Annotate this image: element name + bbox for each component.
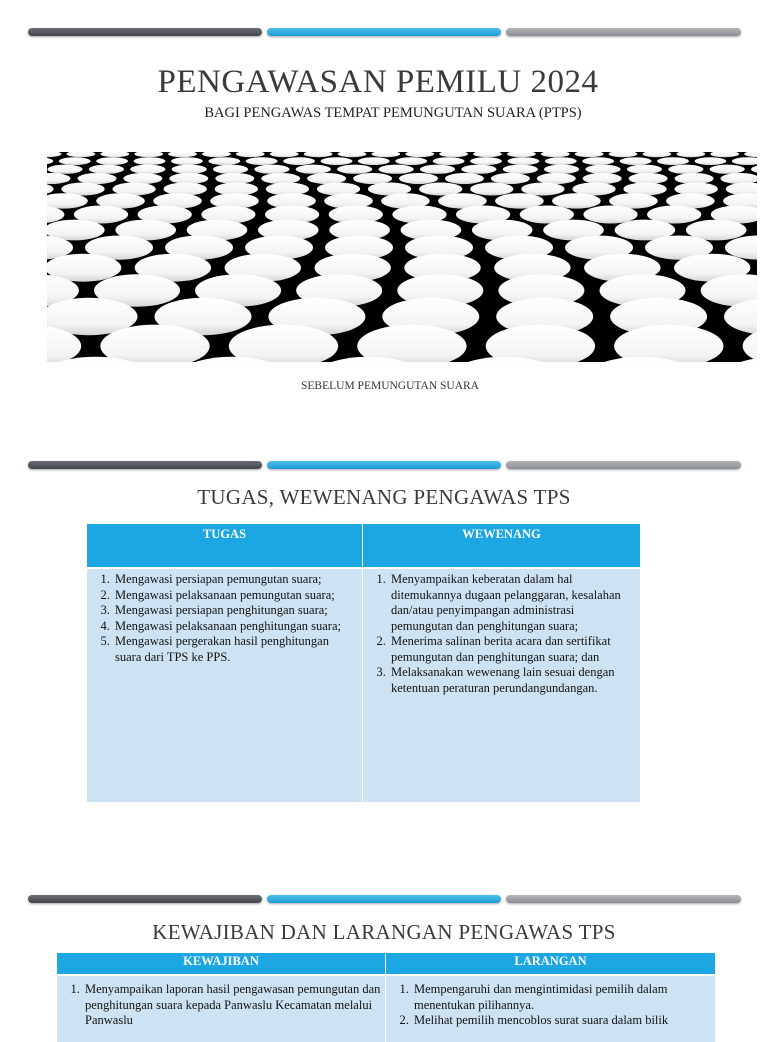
bar-blue xyxy=(267,461,501,469)
disc xyxy=(541,152,570,157)
disc xyxy=(751,165,757,174)
hero-image xyxy=(47,152,757,362)
slide-cover xyxy=(0,28,768,428)
disc xyxy=(627,165,662,174)
disc xyxy=(695,157,727,165)
disc xyxy=(168,152,197,157)
disc xyxy=(583,206,637,224)
disc xyxy=(78,173,117,184)
bar-gray xyxy=(506,28,741,36)
disc xyxy=(59,157,91,165)
header-tugas: TUGAS xyxy=(87,524,363,569)
list-item: 2. Menerima salinan berita acara dan sertifikat pemungutan dan penghitungan suara; dan xyxy=(389,634,636,665)
kewajiban-larangan-table xyxy=(57,953,715,1042)
disc xyxy=(537,173,576,184)
disc xyxy=(395,157,427,165)
disc xyxy=(270,152,299,157)
disc xyxy=(321,157,353,165)
list-item: 2. Melihat pemilih mencoblos surat suara dalam bilik xyxy=(412,1013,711,1029)
disc xyxy=(172,165,207,174)
disc xyxy=(96,157,128,165)
disc xyxy=(643,152,672,157)
disc xyxy=(89,165,124,174)
disc xyxy=(100,152,129,157)
disc xyxy=(208,157,240,165)
bar-blue xyxy=(267,895,501,903)
slide-tugas-wewenang xyxy=(0,461,768,841)
wewenang-list xyxy=(365,572,636,696)
white-discs-pattern xyxy=(47,152,757,362)
slide-title: KEWAJIBAN DAN LARANGAN PENGAWAS TPS xyxy=(152,920,616,944)
disc xyxy=(134,152,163,157)
cell-tugas xyxy=(87,569,363,802)
disc xyxy=(47,183,54,196)
disc xyxy=(420,165,455,174)
tugas-list xyxy=(89,572,358,665)
list-item: 3. Mengawasi persiapan penghitungan suara; xyxy=(113,603,358,619)
disc xyxy=(67,152,96,157)
kewajiban-list xyxy=(59,982,381,1029)
bar-gray xyxy=(506,461,741,469)
list-item: 1. Mempengaruhi dan mengintimidasi pemilih dalam menentukan pilihannya. xyxy=(412,982,711,1013)
bar-dark xyxy=(28,461,262,469)
disc xyxy=(521,183,564,196)
disc xyxy=(307,173,346,184)
bar-gray xyxy=(506,895,741,903)
decorative-bars xyxy=(28,28,741,36)
list-item: 1. Mengawasi persiapan pemungutan suara; xyxy=(113,572,358,588)
disc xyxy=(744,152,757,157)
disc xyxy=(461,165,496,174)
header-larangan: LARANGAN xyxy=(386,953,715,976)
slide-title: TUGAS, WEWENANG PENGAWAS TPS xyxy=(197,485,571,509)
disc xyxy=(215,173,254,184)
disc xyxy=(503,165,538,174)
disc xyxy=(358,157,390,165)
header-wewenang: WEWENANG xyxy=(363,524,640,569)
disc xyxy=(439,152,468,157)
disc xyxy=(379,165,414,174)
disc xyxy=(246,157,278,165)
disc xyxy=(552,193,601,208)
disc xyxy=(491,173,530,184)
disc xyxy=(254,165,289,174)
disc xyxy=(123,173,162,184)
disc xyxy=(47,173,71,184)
list-item: 5. Mengawasi pergerakan hasil penghitungan suara dari TPS ke PPS. xyxy=(113,634,358,665)
disc xyxy=(721,173,758,184)
disc xyxy=(732,157,757,165)
disc xyxy=(169,173,208,184)
bar-dark xyxy=(28,895,262,903)
disc xyxy=(399,173,438,184)
disc xyxy=(353,173,392,184)
list-item: 3. Melaksanakan wewenang lain sesuai dengan ketentuan peraturan perundangundangan. xyxy=(389,665,636,696)
disc xyxy=(473,152,502,157)
disc xyxy=(47,152,61,157)
list-item: 2. Mengawasi pelaksanaan pemungutan suara; xyxy=(113,588,358,604)
disc xyxy=(675,173,714,184)
disc xyxy=(47,193,88,208)
disc xyxy=(405,152,434,157)
disc xyxy=(47,157,53,165)
disc xyxy=(508,157,540,165)
disc xyxy=(134,157,166,165)
disc xyxy=(445,173,484,184)
disc xyxy=(575,152,604,157)
disc xyxy=(620,157,652,165)
decorative-bars xyxy=(28,461,741,469)
disc xyxy=(236,152,265,157)
larangan-list xyxy=(388,982,711,1029)
cell-kewajiban xyxy=(57,976,386,1042)
bar-dark xyxy=(28,28,262,36)
disc xyxy=(337,165,372,174)
disc xyxy=(304,152,333,157)
list-item: 4. Mengawasi pelaksanaan penghitungan suara; xyxy=(113,619,358,635)
disc xyxy=(545,157,577,165)
bar-blue xyxy=(267,28,501,36)
disc xyxy=(583,173,622,184)
disc xyxy=(283,157,315,165)
disc xyxy=(261,173,300,184)
disc xyxy=(47,165,82,174)
disc xyxy=(202,152,231,157)
disc xyxy=(213,165,248,174)
disc xyxy=(668,165,703,174)
cover-caption: SEBELUM PEMUNGUTAN SUARA xyxy=(301,380,479,392)
disc xyxy=(371,152,400,157)
disc xyxy=(710,152,739,157)
disc xyxy=(609,152,638,157)
disc xyxy=(171,157,203,165)
cell-wewenang xyxy=(363,569,640,802)
disc xyxy=(676,152,705,157)
disc xyxy=(507,152,536,157)
slide-kewajiban-larangan xyxy=(0,895,768,1027)
cover-subtitle: BAGI PENGAWAS TEMPAT PEMUNGUTAN SUARA (PTPS) xyxy=(204,105,582,121)
decorative-bars xyxy=(28,895,741,903)
cell-larangan xyxy=(386,976,715,1042)
disc xyxy=(657,157,689,165)
tugas-wewenang-table xyxy=(87,524,640,802)
disc xyxy=(629,173,668,184)
header-kewajiban: KEWAJIBAN xyxy=(57,953,386,976)
list-item: 1. Menyampaikan laporan hasil pengawasan pemungutan dan penghitungan suara kepada Panwaslu Kecamatan melalui Panwaslu xyxy=(83,982,381,1029)
disc xyxy=(296,165,331,174)
disc xyxy=(470,157,502,165)
list-item: 1. Menyampaikan keberatan dalam hal ditemukannya dugaan pelanggaran, kesalahan dan/atau penyimpangan administrasi pemungutan dan penghitungan suara; xyxy=(389,572,636,634)
disc xyxy=(470,183,513,196)
disc xyxy=(486,325,595,362)
disc xyxy=(544,165,579,174)
disc xyxy=(338,152,367,157)
disc xyxy=(130,165,165,174)
disc xyxy=(164,183,207,196)
disc xyxy=(585,165,620,174)
disc xyxy=(582,157,614,165)
cover-title: PENGAWASAN PEMILU 2024 xyxy=(157,64,599,100)
disc xyxy=(710,165,745,174)
disc xyxy=(433,157,465,165)
